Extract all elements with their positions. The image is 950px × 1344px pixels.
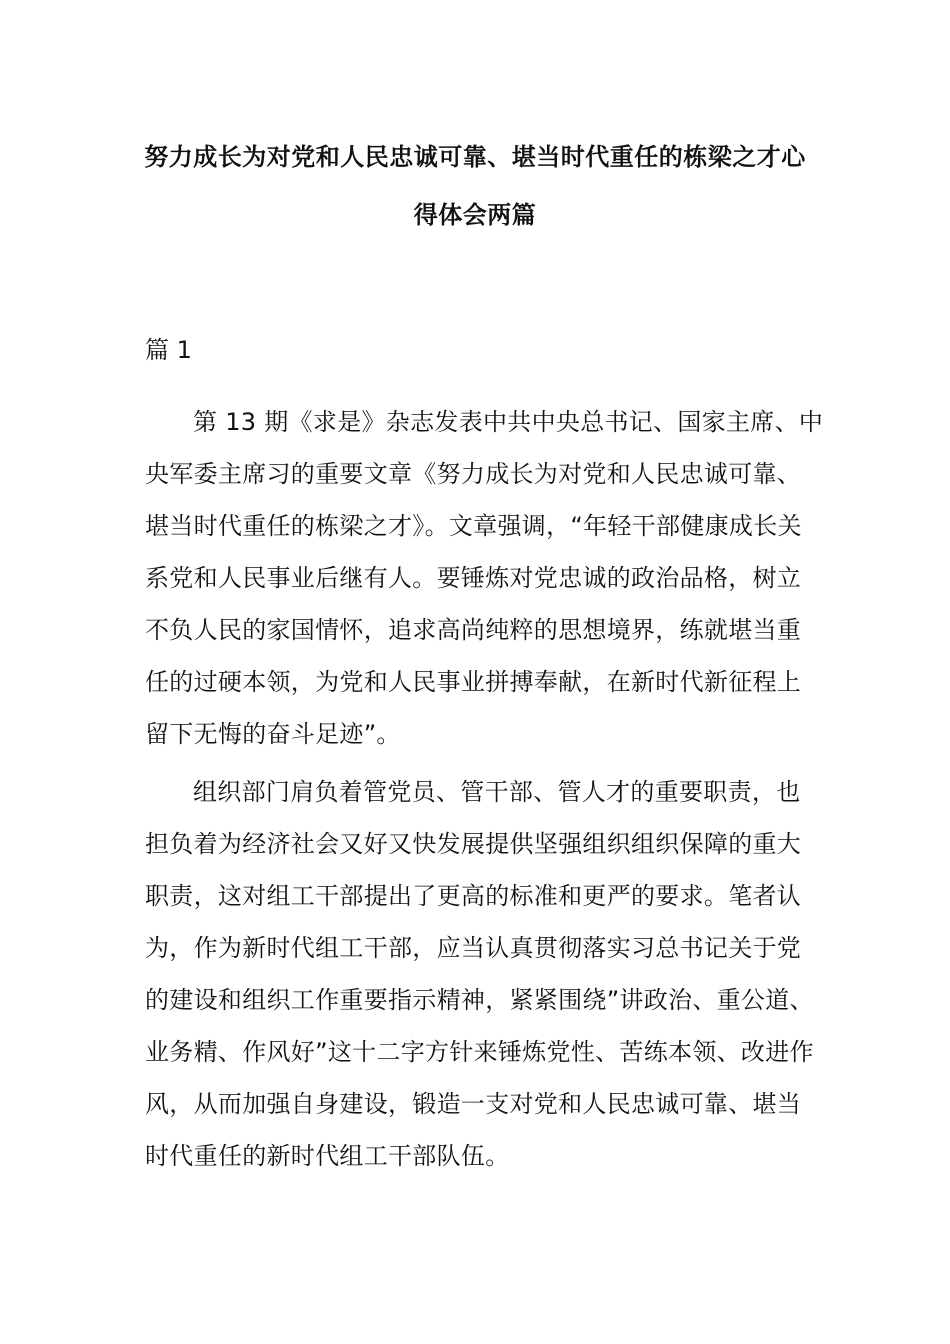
paragraph-line: 任的过硬本领，为党和人民事业拼搏奉献，在新时代新征程上: [145, 668, 802, 696]
paragraph-line: 堪当时代重任的栋梁之才》。文章强调，“年轻干部健康成长关: [145, 512, 802, 540]
paragraph-line: 担负着为经济社会又好又快发展提供坚强组织组织保障的重大: [145, 830, 802, 858]
paragraph-line: 留下无悔的奋斗足迹”。: [145, 720, 401, 748]
paragraph-line: 业务精、作风好”这十二字方针来锤炼党性、苦练本领、改进作: [145, 1038, 814, 1066]
paragraph-line: 系党和人民事业后继有人。要锤炼对党忠诚的政治品格，树立: [145, 564, 802, 592]
title-line: 努力成长为对党和人民忠诚可靠、堪当时代重任的栋梁之才心: [144, 143, 806, 171]
paragraph-line: 职责，这对组工干部提出了更高的标准和更严的要求。笔者认: [145, 882, 802, 910]
paragraph-line: 风，从而加强自身建设，锻造一支对党和人民忠诚可靠、堪当: [145, 1090, 802, 1118]
title-line: 得体会两篇: [413, 201, 537, 229]
paragraph-line: 央军委主席习的重要文章《努力成长为对党和人民忠诚可靠、: [145, 460, 802, 488]
paragraph: [145, 396, 825, 760]
paragraph-line: 组织部门肩负着管党员、管干部、管人才的重要职责，也: [193, 778, 801, 806]
paragraph-line: 的建设和组织工作重要指示精神，紧紧围绕”讲政治、重公道、: [145, 986, 814, 1014]
paragraph: [145, 766, 825, 1182]
section-label: 篇 1: [145, 336, 192, 364]
paragraph-line: 时代重任的新时代组工干部队伍。: [145, 1142, 510, 1170]
document-title: [130, 128, 820, 244]
paragraph-line: 第 13 期《求是》杂志发表中共中央总书记、国家主席、中: [193, 408, 824, 436]
paragraph-line: 为，作为新时代组工干部，应当认真贯彻落实习总书记关于党: [145, 934, 802, 962]
paragraph-line: 不负人民的家国情怀，追求高尚纯粹的思想境界，练就堪当重: [145, 616, 802, 644]
